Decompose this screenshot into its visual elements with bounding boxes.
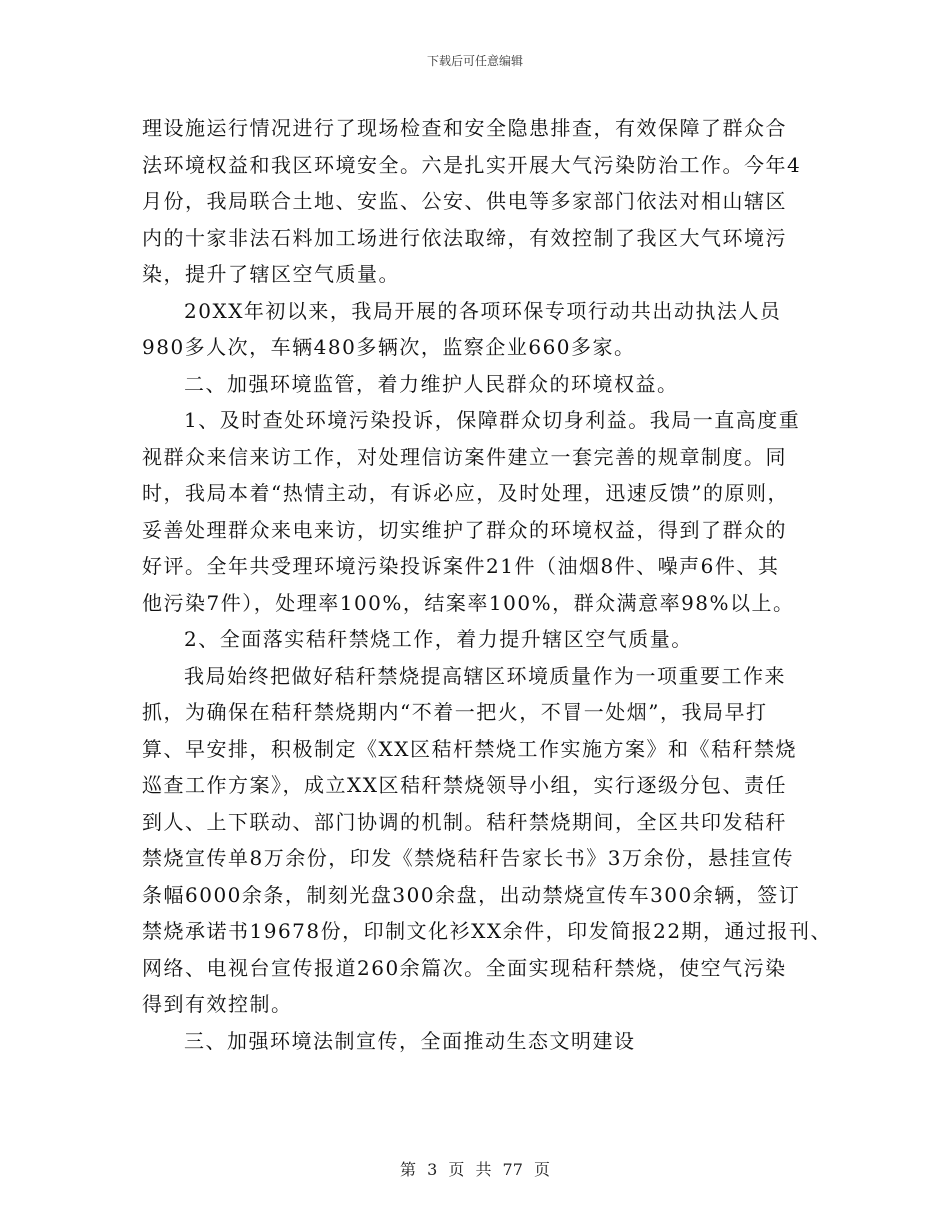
text-line: 法环境权益和我区环境安全。六是扎实开展大气污染防治工作。今年4 (142, 152, 802, 177)
text-line: 三、加强环境法制宣传，全面推动生态文明建设 (184, 1028, 636, 1053)
text-line: 20XX年初以来，我局开展的各项环保专项行动共出动执法人员 (184, 298, 782, 323)
text-line: 视群众来信来访工作，对处理信访案件建立一套完善的规章制度。同 (142, 444, 787, 469)
text-line: 我局始终把做好秸秆禁烧提高辖区环境质量作为一项重要工作来 (184, 663, 786, 688)
text-line: 条幅6000余条，制刻光盘300余盘，出动禁烧宣传车300余辆，签订 (142, 882, 801, 907)
text-line: 二、加强环境监管，着力维护人民群众的环境权益。 (184, 371, 679, 396)
text-line: 得到有效控制。 (142, 992, 293, 1016)
text-line: 巡查工作方案》，成立XX区秸秆禁烧领导小组，实行逐级分包、责任 (142, 773, 787, 797)
text-line: 1、及时查处环境污染投诉，保障群众切身利益。我局一直高度重 (184, 408, 801, 432)
page-header: 下载后可任意编辑 (426, 54, 523, 68)
text-line: 染，提升了辖区空气质量。 (142, 262, 400, 286)
text-line: 理设施运行情况进行了现场检查和安全隐患排查，有效保障了群众合 (142, 116, 787, 140)
text-line: 980多人次，车辆480多辆次，监察企业660多家。 (142, 335, 636, 359)
text-line: 妥善处理群众来电来访，切实维护了群众的环境权益，得到了群众的 (142, 517, 787, 542)
text-line: 禁烧承诺书19678份，印制文化衫XX余件，印发简报22期，通过报刊、 (142, 919, 833, 943)
text-line: 禁烧宣传单8万余份，印发《禁烧秸秆告家长书》3万余份，悬挂宣传 (142, 846, 794, 870)
text-line: 时，我局本着“热情主动，有诉必应，及时处理，迅速反馈”的原则， (142, 481, 789, 505)
text-line: 到人、上下联动、部门协调的机制。秸秆禁烧期间，全区共印发秸秆 (142, 809, 787, 834)
text-line: 月份，我局联合土地、安监、公安、供电等多家部门依法对相山辖区 (142, 189, 787, 213)
document-body (142, 110, 833, 1059)
text-line: 好评。全年共受理环境污染投诉案件21件（油烟8件、噪声6件、其 (142, 554, 780, 578)
text-line: 算、早安排，积极制定《XX区秸杆禁烧工作实施方案》和《秸秆禁烧 (142, 736, 797, 761)
text-line: 抓，为确保在秸秆禁烧期内“不着一把火，不冒一处烟”，我局早打 (142, 700, 768, 724)
text-line: 网络、电视台宣传报道260余篇次。全面实现秸秆禁烧，使空气污染 (142, 955, 787, 980)
page-footer: 第 3 页 共 77 页 (400, 1160, 550, 1179)
text-line: 他污染7件），处理率100%，结案率100%，群众满意率98%以上。 (142, 590, 795, 615)
text-line: 内的十家非法石料加工场进行依法取缔，有效控制了我区大气环境污 (142, 225, 787, 250)
text-line: 2、全面落实秸秆禁烧工作，着力提升辖区空气质量。 (184, 627, 693, 651)
